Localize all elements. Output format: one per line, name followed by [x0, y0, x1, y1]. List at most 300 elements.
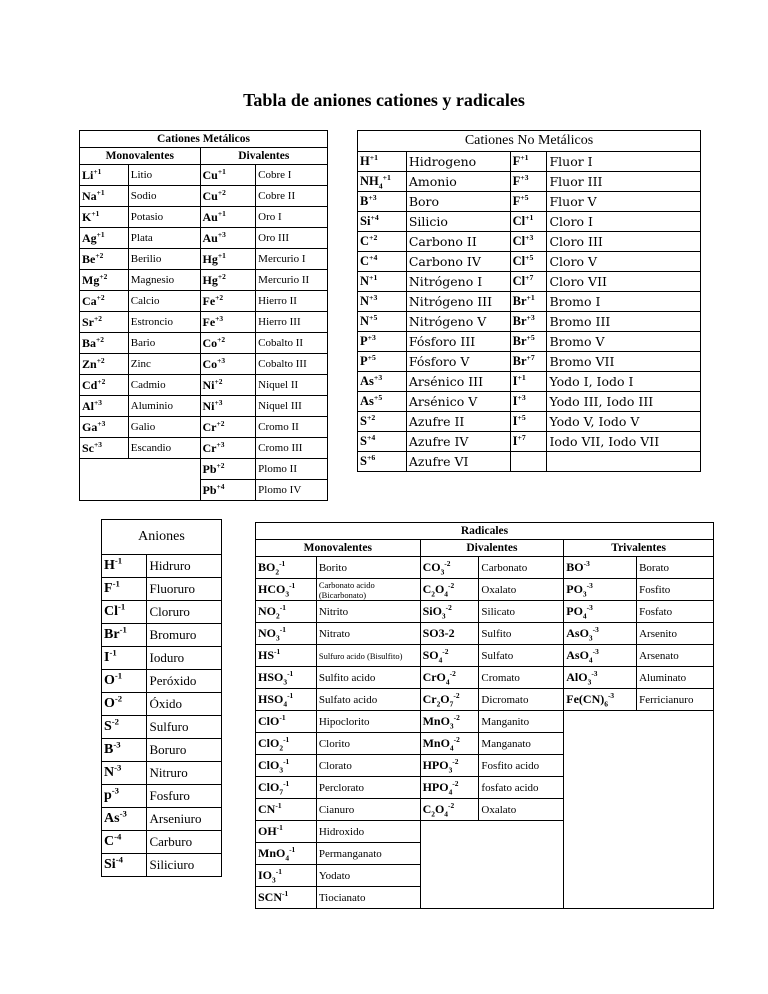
formula-symbol: As	[104, 811, 120, 826]
formula-subscript: 3	[449, 721, 454, 731]
cationes-no-metalicos-table	[357, 130, 701, 472]
table-row	[102, 854, 222, 877]
formula-symbol: PO	[566, 604, 583, 618]
formula-cell	[256, 601, 317, 623]
table-row	[102, 808, 222, 831]
formula-symbol: Fe	[202, 314, 216, 329]
name-cell: Niquel III	[256, 396, 328, 417]
formula-cell	[80, 396, 129, 417]
name-cell: Fluor V	[547, 192, 701, 212]
formula-symbol: Cu	[202, 188, 218, 203]
formula-symbol: IO	[258, 868, 273, 882]
formula-symbol: AsO	[566, 648, 589, 662]
name-cell: Calcio	[128, 291, 200, 312]
formula-symbol: O	[104, 696, 115, 711]
name-cell: Arseniuro	[147, 808, 222, 831]
name-cell: Peróxido	[147, 670, 222, 693]
formula-charge: +7	[517, 432, 526, 442]
formula-cell	[256, 579, 317, 601]
formula-symbol: Li	[82, 167, 94, 182]
formula-cell	[510, 412, 547, 432]
name-cell: Carbono II	[406, 232, 510, 252]
table-row	[80, 165, 328, 186]
name-cell: Borito	[316, 557, 420, 579]
formula-symbol: N	[104, 765, 115, 780]
formula-charge: +2	[99, 271, 108, 281]
formula-symbol: ClO	[258, 714, 280, 728]
formula-cell	[420, 645, 479, 667]
name-cell: Amonio	[406, 172, 510, 192]
name-cell: Cadmio	[128, 375, 200, 396]
formula-symbol: S	[104, 719, 112, 734]
formula-charge: +4	[370, 212, 379, 222]
formula-charge: -1	[114, 555, 123, 566]
name-cell: Fosfito	[637, 579, 714, 601]
name-cell: Fluor I	[547, 152, 701, 172]
name-cell: Siliciuro	[147, 854, 222, 877]
name-cell: Sulfato	[479, 645, 564, 667]
formula-charge: -1	[118, 601, 126, 612]
name-cell: Carburo	[147, 831, 222, 854]
formula-cell	[80, 438, 129, 459]
formula-subscript: 4	[438, 655, 443, 665]
formula-charge: -1	[287, 691, 294, 700]
formula-charge: +7	[525, 272, 534, 282]
formula-cell	[420, 755, 479, 777]
formula-symbol: B	[104, 742, 114, 757]
formula-cell	[200, 375, 256, 396]
formula-symbol: ClO	[258, 758, 280, 772]
formula-cell	[102, 578, 147, 601]
formula-subscript: 3	[582, 589, 587, 599]
name-cell: Plomo II	[256, 459, 328, 480]
table-row	[102, 578, 222, 601]
formula-charge: +4	[216, 481, 225, 491]
table-row	[80, 396, 328, 417]
formula-cell	[420, 623, 479, 645]
name-cell: Yodo V, Iodo V	[547, 412, 701, 432]
monovalentes-header: Monovalentes	[80, 148, 201, 165]
table-row	[102, 693, 222, 716]
name-cell: Sodio	[128, 186, 200, 207]
formula-charge: +3	[217, 355, 226, 365]
formula-subscript: 3	[279, 765, 284, 775]
formula-symbol: Cr	[202, 419, 217, 434]
formula-symbol: AsO	[566, 626, 589, 640]
formula-cell	[80, 417, 129, 438]
formula-charge: +4	[369, 252, 378, 262]
formula-cell	[80, 228, 129, 249]
formula-symbol: Sr	[82, 314, 94, 329]
formula-cell: $C_2O_4^{-2}$	[420, 799, 479, 821]
formula-symbol: I	[512, 434, 518, 448]
name-cell: Estroncio	[128, 312, 200, 333]
formula-charge: +1	[217, 166, 226, 176]
name-cell: Azufre II	[406, 412, 510, 432]
formula-cell: $Cr_2O_7^{-2}$	[420, 689, 479, 711]
table-row	[80, 354, 328, 375]
formula-symbol: Ca	[82, 293, 97, 308]
name-cell: Magnesio	[128, 270, 200, 291]
name-cell: Berilio	[128, 249, 200, 270]
name-cell: Cobre I	[256, 165, 328, 186]
name-cell: Boruro	[147, 739, 222, 762]
formula-cell	[80, 186, 129, 207]
formula-cell	[80, 207, 129, 228]
formula-symbol: I	[512, 414, 518, 428]
formula-symbol: Br	[512, 354, 527, 368]
name-cell: Hidroxido	[316, 821, 420, 843]
name-cell: Bromo V	[547, 332, 701, 352]
formula-subscript: 3	[272, 875, 276, 885]
formula-symbol: Fe	[202, 293, 216, 308]
formula-symbol: Co	[202, 335, 218, 350]
name-cell: Cobre II	[256, 186, 328, 207]
table-row	[256, 711, 714, 733]
formula-charge: +2	[215, 292, 224, 302]
formula-charge: -2	[111, 716, 120, 727]
formula-cell	[102, 670, 147, 693]
table-row	[102, 831, 222, 854]
formula-cell	[510, 312, 547, 332]
name-cell: Arsénico V	[406, 392, 510, 412]
formula-symbol: Ni	[202, 398, 215, 413]
name-cell: Cloro III	[547, 232, 701, 252]
formula-charge: -3	[586, 581, 593, 590]
formula-symbol: Pb	[202, 461, 217, 476]
formula-cell	[200, 228, 256, 249]
name-cell: Aluminato	[637, 667, 714, 689]
table-row	[80, 375, 328, 396]
formula-cell	[358, 392, 407, 412]
table-row	[256, 645, 714, 667]
formula-symbol: CN	[258, 802, 276, 816]
formula-charge: -1	[283, 757, 290, 766]
formula-cell	[200, 480, 256, 501]
formula-charge: -4	[114, 831, 122, 842]
table-row	[358, 192, 701, 212]
formula-symbol: HSO	[258, 670, 284, 684]
name-cell: Plomo IV	[256, 480, 328, 501]
formula-symbol: H	[360, 154, 370, 168]
formula-symbol: Be	[82, 251, 96, 266]
table-row	[80, 249, 328, 270]
name-cell: Carbonato	[479, 557, 564, 579]
name-cell: Clorito	[316, 733, 420, 755]
table-row	[256, 667, 714, 689]
formula-cell: $NH_4^{+1}$	[358, 172, 407, 192]
formula-charge: +2	[97, 376, 106, 386]
formula-symbol: Ga	[82, 419, 98, 434]
formula-charge: +2	[96, 355, 105, 365]
formula-symbol: Na	[82, 188, 97, 203]
formula-cell	[358, 272, 407, 292]
formula-charge: +3	[94, 397, 102, 407]
formula-subscript: 3	[587, 677, 592, 687]
formula-symbol: Al	[82, 398, 94, 413]
name-cell: Fósforo V	[406, 352, 510, 372]
radicales-header: Radicales	[256, 523, 714, 540]
formula-symbol: HS	[258, 648, 275, 662]
formula-cell	[510, 332, 547, 352]
formula-cell	[200, 249, 256, 270]
name-cell: Nitrito	[316, 601, 420, 623]
cationes-no-metalicos-header: Cationes No Metálicos	[358, 131, 701, 152]
formula-cell	[80, 375, 129, 396]
formula-charge: -2	[453, 713, 460, 722]
aniones-table	[101, 519, 222, 877]
formula-cell	[80, 249, 129, 270]
table-row	[358, 252, 701, 272]
formula-charge: -1	[275, 867, 282, 876]
formula-symbol: MnO	[422, 714, 450, 728]
name-cell: Cloruro	[147, 601, 222, 624]
formula-charge: +2	[95, 250, 104, 260]
formula-symbol: F	[512, 174, 521, 188]
formula-cell	[564, 689, 637, 711]
formula-charge: +5	[373, 392, 383, 402]
formula-symbol: N	[360, 314, 370, 328]
formula-symbol: S	[360, 454, 367, 468]
table-row	[358, 332, 701, 352]
name-cell: Niquel II	[256, 375, 328, 396]
formula-symbol: F	[512, 194, 521, 208]
table-row	[102, 624, 222, 647]
name-cell: Borato	[637, 557, 714, 579]
formula-charge: +3	[517, 392, 526, 402]
formula-symbol: Cl	[512, 274, 526, 288]
name-cell: Bromo III	[547, 312, 701, 332]
name-cell: Manganito	[479, 711, 564, 733]
formula-subscript: 3	[283, 677, 288, 687]
name-cell: Manganato	[479, 733, 564, 755]
name-cell: Arsenato	[637, 645, 714, 667]
formula-cell	[420, 711, 479, 733]
formula-symbol: AlO	[566, 670, 588, 684]
formula-charge: +3	[367, 332, 376, 342]
formula-charge: +3	[369, 292, 378, 302]
formula-cell	[510, 372, 547, 392]
formula-subscript: 3	[588, 633, 593, 643]
formula-cell	[358, 412, 407, 432]
table-row	[80, 459, 328, 480]
name-cell: Permanganato	[316, 843, 420, 865]
formula-symbol: Pb	[202, 482, 217, 497]
formula-charge: +1	[217, 250, 226, 260]
formula-symbol: O	[104, 673, 115, 688]
name-cell: Perclorato	[316, 777, 420, 799]
formula-charge: -1	[283, 735, 290, 744]
formula-cell	[200, 417, 256, 438]
formula-charge: +3	[216, 439, 225, 449]
formula-symbol: SO	[422, 648, 439, 662]
empty-cell	[80, 459, 201, 501]
formula-charge: -1	[283, 779, 290, 788]
formula-charge: +4	[366, 432, 376, 442]
formula-charge: +3	[214, 397, 223, 407]
formula-charge: +2	[94, 313, 102, 323]
formula-cell	[200, 312, 256, 333]
formula-symbol: Br	[512, 314, 527, 328]
formula-symbol: BO	[566, 560, 584, 574]
name-cell: Cromato	[479, 667, 564, 689]
table-row	[358, 312, 701, 332]
formula-symbol: BO	[258, 560, 276, 574]
formula-symbol: Br	[104, 627, 120, 642]
table-row	[358, 292, 701, 312]
formula-cell	[256, 645, 317, 667]
formula-cell	[102, 716, 147, 739]
table-row	[80, 228, 328, 249]
formula-cell	[200, 459, 256, 480]
formula-charge: -1	[119, 624, 127, 635]
formula-cell	[358, 212, 407, 232]
formula-symbol: ClO	[258, 780, 280, 794]
formula-charge: -1	[274, 647, 281, 656]
radicales-trivalentes-header: Trivalentes	[564, 540, 714, 557]
formula-charge: +3	[97, 418, 106, 428]
formula-charge: +1	[520, 152, 529, 162]
name-cell: Bromo VII	[547, 352, 701, 372]
formula-cell	[102, 808, 147, 831]
formula-cell	[564, 579, 637, 601]
formula-cell	[420, 777, 479, 799]
formula-symbol: CO	[422, 560, 441, 574]
formula-charge: +7	[526, 352, 535, 362]
radicales-monovalentes-header: Monovalentes	[256, 540, 421, 557]
formula-charge: -1	[289, 845, 296, 854]
formula-cell	[80, 312, 129, 333]
formula-symbol: H	[104, 558, 115, 573]
formula-charge: -2	[452, 757, 459, 766]
formula-charge: +2	[96, 334, 104, 344]
name-cell: Escandio	[128, 438, 200, 459]
formula-symbol: As	[360, 394, 374, 408]
formula-symbol: Ag	[82, 230, 97, 245]
formula-symbol: NO	[258, 626, 276, 640]
name-cell	[547, 452, 701, 472]
table-row	[80, 207, 328, 228]
formula-cell	[358, 452, 407, 472]
empty-cell	[420, 821, 564, 909]
formula-cell	[420, 667, 479, 689]
formula-cell	[256, 557, 317, 579]
formula-subscript: 4	[448, 787, 453, 797]
formula-cell	[256, 887, 317, 909]
formula-symbol: Co	[202, 356, 218, 371]
name-cell: Plata	[128, 228, 200, 249]
formula-charge: +5	[520, 192, 529, 202]
name-cell: Óxido	[147, 693, 222, 716]
formula-charge: +2	[217, 271, 226, 281]
formula-cell: $C_2O_4^{-2}$	[420, 579, 479, 601]
formula-charge: +2	[366, 412, 376, 422]
formula-charge: -1	[112, 578, 120, 589]
formula-charge: +1	[526, 292, 535, 302]
formula-symbol: SO3-2	[422, 626, 455, 640]
table-row	[358, 432, 701, 452]
formula-charge: -1	[114, 670, 123, 681]
table-row	[80, 438, 328, 459]
formula-symbol: Br	[512, 294, 527, 308]
formula-symbol: Ba	[82, 335, 97, 350]
name-cell: Carbonato acido (Bicarbonato)	[316, 579, 420, 601]
aniones-header: Aniones	[102, 520, 222, 555]
formula-cell	[102, 854, 147, 877]
formula-charge: +3	[373, 372, 383, 382]
formula-subscript: 4	[588, 655, 593, 665]
formula-symbol: Sc	[82, 440, 94, 455]
formula-charge: +3	[94, 439, 102, 449]
formula-cell	[200, 291, 256, 312]
formula-charge: -1	[289, 581, 296, 590]
formula-charge: +1	[525, 212, 534, 222]
formula-symbol: B	[360, 194, 369, 208]
radicales-divalentes-header: Divalentes	[420, 540, 564, 557]
formula-cell	[510, 392, 547, 412]
formula-symbol: HPO	[422, 780, 449, 794]
name-cell: Cloro V	[547, 252, 701, 272]
formula-cell	[256, 843, 317, 865]
name-cell: Sulfuro acido (Bisulfito)	[316, 645, 420, 667]
name-cell: Fluoruro	[147, 578, 222, 601]
formula-cell	[200, 354, 256, 375]
formula-symbol: C	[360, 234, 370, 248]
formula-charge: -2	[444, 559, 451, 568]
formula-cell	[200, 438, 256, 459]
formula-cell	[510, 212, 547, 232]
formula-symbol: Cl	[104, 604, 118, 619]
formula-cell	[358, 332, 407, 352]
formula-subscript: 2	[279, 743, 284, 753]
formula-charge: +3	[526, 312, 535, 322]
name-cell: Nitruro	[147, 762, 222, 785]
formula-subscript: 3	[440, 567, 445, 577]
formula-subscript: 3	[276, 633, 280, 643]
formula-subscript: 7	[279, 787, 284, 797]
formula-charge: +6	[366, 452, 376, 462]
formula-cell	[200, 270, 256, 291]
formula-charge: +1	[369, 152, 379, 162]
name-cell: Cloro I	[547, 212, 701, 232]
table-row	[80, 417, 328, 438]
name-cell: Clorato	[316, 755, 420, 777]
name-cell: Oro III	[256, 228, 328, 249]
formula-cell	[102, 555, 147, 578]
formula-charge: +1	[217, 208, 226, 218]
name-cell: Nitrógeno III	[406, 292, 510, 312]
formula-cell	[510, 192, 547, 212]
formula-symbol: I	[512, 374, 518, 388]
formula-cell	[358, 192, 407, 212]
name-cell: Hierro III	[256, 312, 328, 333]
formula-symbol: Hg	[202, 251, 218, 266]
formula-cell	[564, 667, 637, 689]
formula-cell	[420, 733, 479, 755]
formula-subscript: 4	[582, 611, 587, 621]
formula-cell	[420, 557, 479, 579]
name-cell: Sulfito acido	[316, 667, 420, 689]
formula-charge: +1	[93, 166, 102, 176]
name-cell: Iodo VII, Iodo VII	[547, 432, 701, 452]
name-cell: Cobalto II	[256, 333, 328, 354]
table-row	[256, 601, 714, 623]
formula-cell	[358, 252, 407, 272]
formula-charge: +2	[217, 334, 226, 344]
name-cell: Bario	[128, 333, 200, 354]
formula-charge: +2	[96, 292, 105, 302]
empty-cell	[564, 711, 714, 909]
